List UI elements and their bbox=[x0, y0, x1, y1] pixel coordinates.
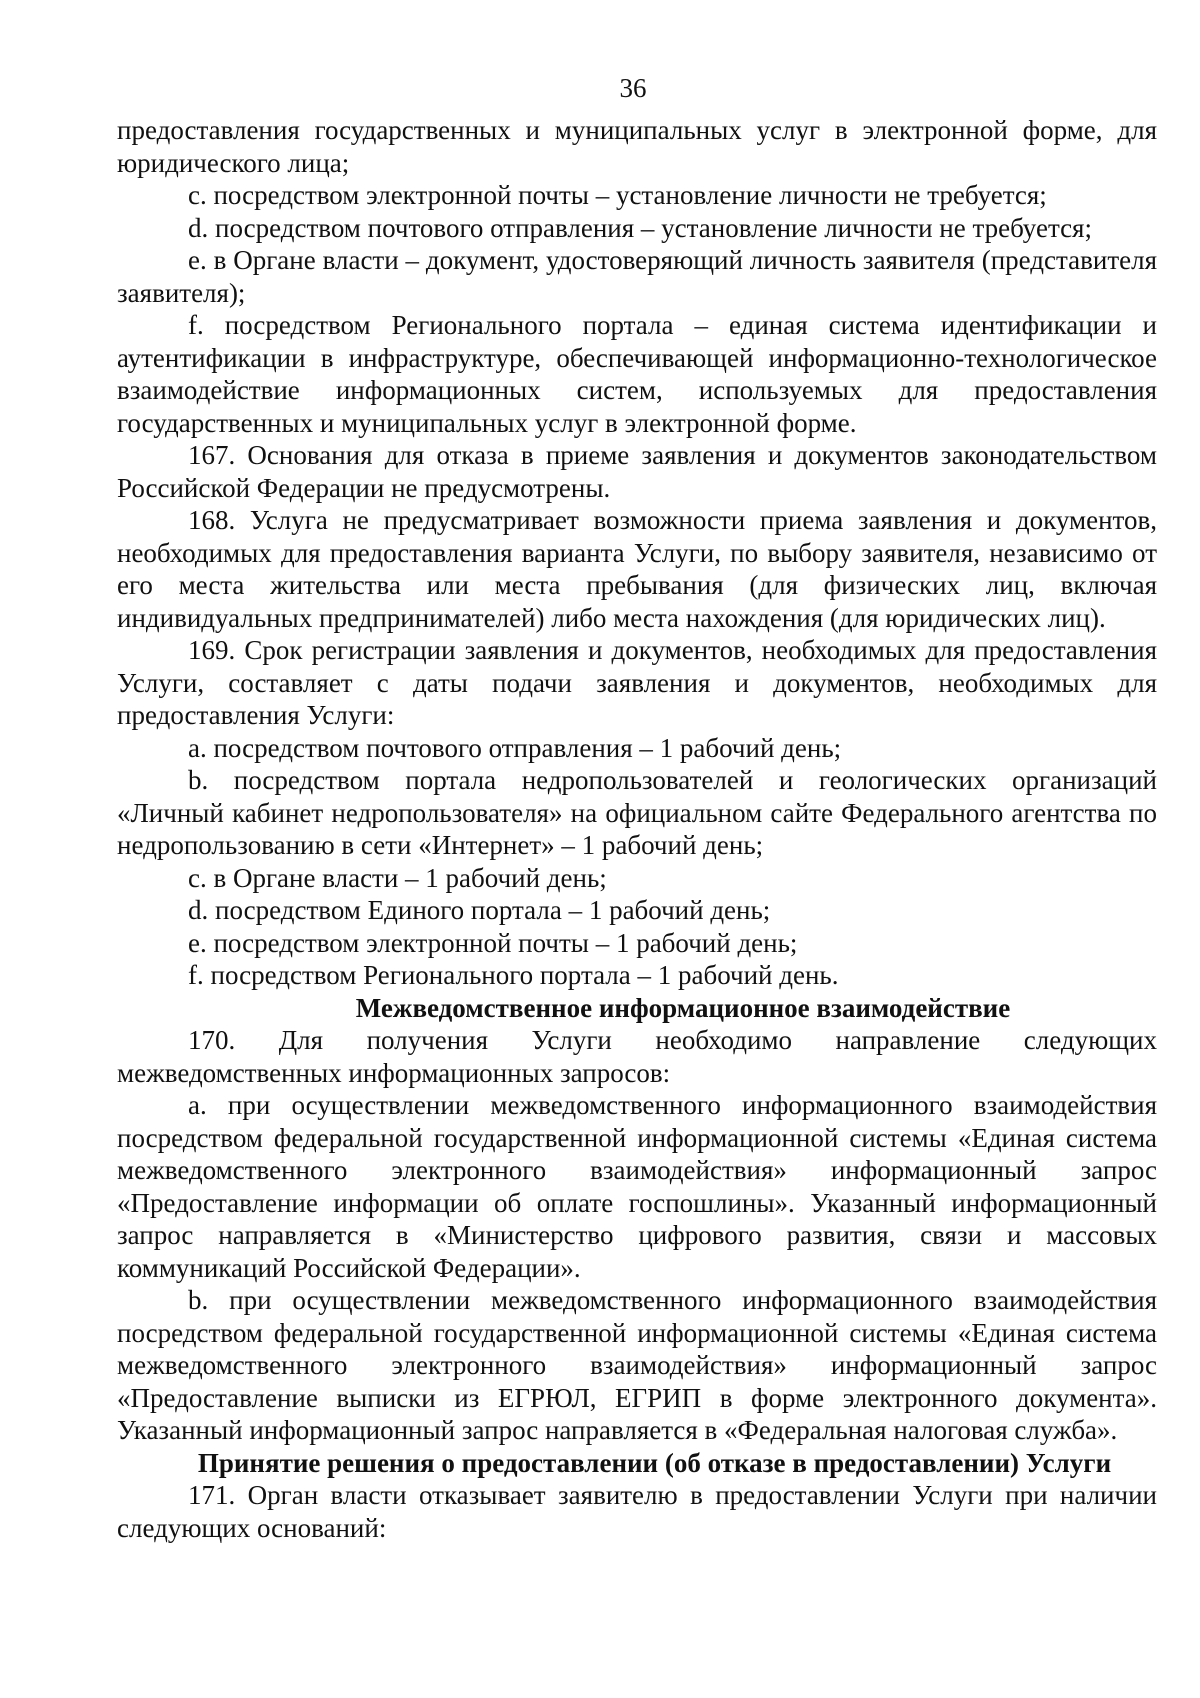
list-item-f-regional-portal: f. посредством Регионального портала – единая система идентификации и аутентификации в инфраструктуре, обеспечивающей информационно-технологическое взаимодействие информационных систем, используемых для предоставления государственных и муниципальных услуг в электронной форме. bbox=[117, 310, 1157, 438]
paragraph-171: 171. Орган власти отказывает заявителю в предоставлении Услуги при наличии следующих оснований: bbox=[117, 1480, 1157, 1543]
list-item-b-subsoil-portal: b. посредством портала недропользователей и геологических организаций «Личный кабинет недропользователя» на официальном сайте Федерального агентства по недропользованию в сети «Интернет» – 1 рабочий день; bbox=[117, 765, 1157, 860]
list-item-e-email: e. посредством электронной почты – 1 рабочий день; bbox=[188, 927, 798, 958]
paragraph-168: 168. Услуга не предусматривает возможности приема заявления и документов, необходимых для предоставления варианта Услуги, по выбору заявителя, независимо от его места жительства или места пребывания (для физических лиц, включая индивидуальных предпринимателей) либо места нахождения (для юридических лиц). bbox=[117, 505, 1157, 633]
list-item-f-regional-portal-day: f. посредством Регионального портала – 1 рабочий день. bbox=[188, 960, 839, 990]
document-body bbox=[117, 114, 1157, 1544]
list-item-c-authority: c. в Органе власти – 1 рабочий день; bbox=[188, 862, 607, 893]
list-item-a-post: a. посредством почтового отправления – 1 рабочий день; bbox=[188, 732, 842, 763]
section-heading-decision: Принятие решения о предоставлении (об отказе в предоставлении) Услуги bbox=[197, 1447, 1112, 1478]
list-item-c-email: c. посредством электронной почты – установление личности не требуется; bbox=[188, 180, 1047, 210]
list-item-a-fee-request: a. при осуществлении межведомственного информационного взаимодействия посредством федеральной государственной информационной системы «Единая система межведомственного электронного взаимодействия» информационный запрос «Предоставление информации об оплате госпошлины». Указанный информационный запрос направляется в «Министерство цифрового развития, связи и массовых коммуникаций Российской Федерации». bbox=[117, 1090, 1157, 1283]
paragraph-169: 169. Срок регистрации заявления и документов, необходимых для предоставления Услуги, составляет с даты подачи заявления и документов, необходимых для предоставления Услуги: bbox=[117, 635, 1157, 730]
list-item-d-post: d. посредством почтового отправления – установление личности не требуется; bbox=[188, 212, 1092, 243]
list-item-e-authority: e. в Органе власти – документ, удостоверяющий личность заявителя (представителя заявителя); bbox=[117, 245, 1157, 308]
list-item-d-unified-portal: d. посредством Единого портала – 1 рабочий день; bbox=[188, 895, 771, 925]
page-number: 36 bbox=[619, 73, 647, 103]
list-item-b-egrul-request: b. при осуществлении межведомственного информационного взаимодействия посредством федеральной государственной информационной системы «Единая система межведомственного электронного взаимодействия» информационный запрос «Предоставление выписки из ЕГРЮЛ, ЕГРИП в форме электронного документа». Указанный информационный запрос направляется в «Федеральная налоговая служба». bbox=[117, 1285, 1157, 1445]
paragraph-167: 167. Основания для отказа в приеме заявления и документов законодательством Российской Федерации не предусмотрены. bbox=[117, 440, 1157, 503]
paragraph-continuation: предоставления государственных и муниципальных услуг в электронной форме, для юридического лица; bbox=[117, 115, 1157, 178]
section-heading-interagency: Межведомственное информационное взаимодействие bbox=[355, 992, 1011, 1023]
paragraph-170: 170. Для получения Услуги необходимо направление следующих межведомственных информационных запросов: bbox=[117, 1025, 1157, 1088]
